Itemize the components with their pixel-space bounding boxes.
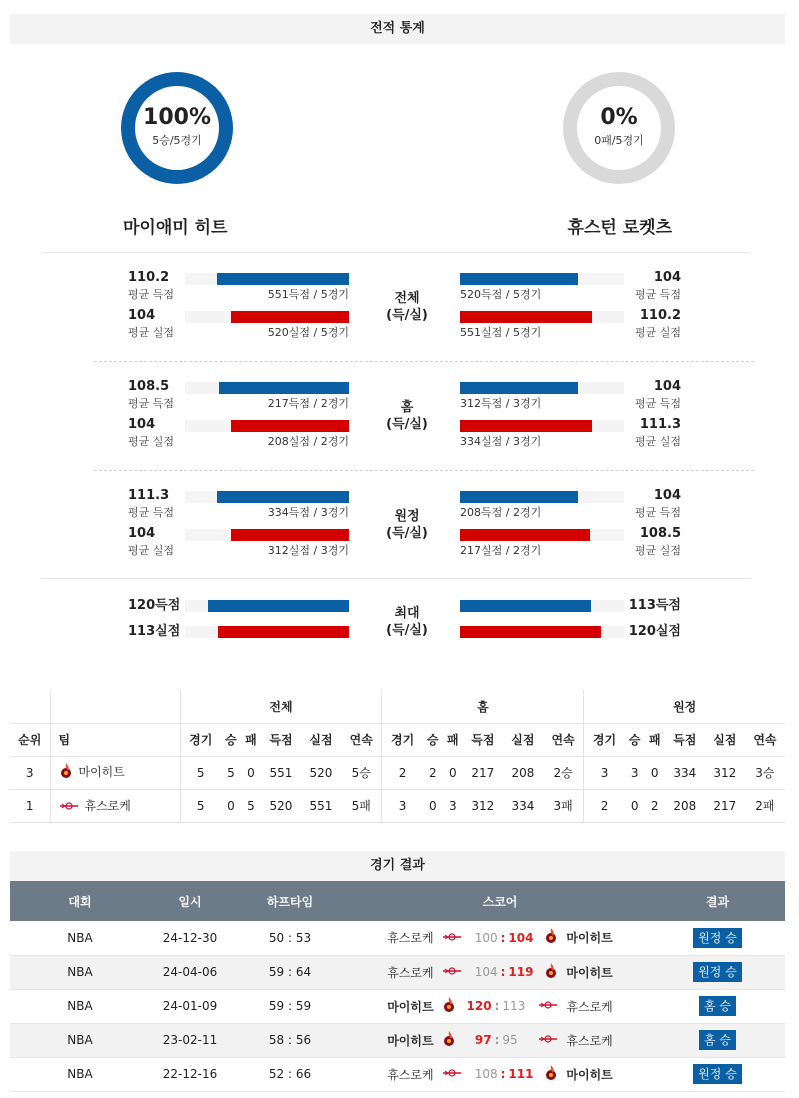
stat-cell: 208 [503, 756, 543, 789]
score-separator: : [500, 965, 506, 979]
standings-table [10, 690, 785, 823]
right-allowed-total: 551실점 / 5경기 [460, 326, 542, 339]
result-badge: 홈 승 [699, 1030, 736, 1050]
category-sub-label: (득/실) [386, 308, 428, 323]
away-score: 113 [502, 999, 526, 1013]
halftime-cell: 50 : 53 [230, 921, 350, 955]
right-max-scored: 113득점 [628, 598, 681, 613]
category-label: 최대 [394, 606, 420, 621]
column-header: 실점 [301, 723, 341, 756]
stat-cell: 5패 [341, 789, 382, 822]
column-header: 득점 [261, 723, 301, 756]
rockets-logo-icon [442, 931, 462, 945]
left-scored-bar [217, 491, 349, 503]
column-header: 승 [221, 723, 241, 756]
date-cell: 23-02-11 [150, 1023, 230, 1057]
score-line [350, 927, 650, 948]
score-cell [350, 921, 650, 955]
home-score: 108 [474, 1067, 498, 1081]
stat-cell: 0 [443, 756, 463, 789]
column-header: 승 [423, 723, 443, 756]
stat-cell: 0 [241, 756, 261, 789]
table-row [10, 989, 785, 1023]
stat-cell: 5 [221, 756, 241, 789]
left-allowed-avg: 104 [128, 308, 156, 323]
results-section-title: 경기 결과 [10, 851, 785, 881]
rockets-logo-icon [538, 1033, 558, 1047]
column-header: 연속 [341, 723, 382, 756]
table-row [10, 789, 785, 822]
stat-cell: 208 [665, 789, 705, 822]
result-cell [650, 1057, 785, 1091]
left-scored-label: 평균 득점 [128, 506, 175, 519]
team-cell [50, 756, 180, 789]
team-short-name: 마이히트 [78, 765, 125, 779]
away-win-rate-ring [563, 72, 675, 184]
halftime-cell: 58 : 56 [230, 1023, 350, 1057]
right-allowed-avg: 110.2 [639, 308, 681, 323]
left-max-scored: 120득점 [128, 598, 181, 613]
score-cell [350, 1057, 650, 1091]
results-header-score: 스코어 [350, 881, 650, 921]
home-win-pct: 100% [143, 105, 211, 130]
stat-cell: 0 [645, 756, 665, 789]
left-scored-total: 551득점 / 5경기 [267, 288, 349, 301]
right-scored-bar [460, 491, 578, 503]
column-header: 실점 [503, 723, 543, 756]
score-separator: : [494, 1033, 500, 1047]
left-allowed-avg: 104 [128, 526, 156, 541]
left-scored-label: 평균 득점 [128, 397, 175, 410]
group-header-home: 홈 [382, 690, 584, 723]
stat-cell: 3패 [543, 789, 584, 822]
left-scored-total: 217득점 / 2경기 [267, 397, 349, 410]
right-allowed-avg: 111.3 [639, 417, 681, 432]
group-header-away: 원정 [584, 690, 785, 723]
column-header: 패 [241, 723, 261, 756]
home-team-name: 휴스로케 [387, 1067, 434, 1082]
column-header: 실점 [705, 723, 745, 756]
stat-cell: 3 [443, 789, 463, 822]
right-scored-total: 520득점 / 5경기 [460, 288, 542, 301]
left-scored-label: 평균 득점 [128, 288, 175, 301]
right-scored-avg: 104 [653, 270, 681, 285]
rank-cell: 3 [10, 756, 50, 789]
stat-cell: 2 [584, 789, 625, 822]
date-cell: 24-04-06 [150, 955, 230, 989]
results-header-league: 대회 [10, 881, 150, 921]
left-max-allowed-bar [218, 626, 349, 638]
league-cell: NBA [10, 921, 150, 955]
home-score: 97 [474, 1033, 492, 1047]
results-header-halftime: 하프타임 [230, 881, 350, 921]
league-cell: NBA [10, 1023, 150, 1057]
category-sub-label: (득/실) [386, 623, 428, 638]
rank-cell: 1 [10, 789, 50, 822]
home-record: 5승/5경기 [152, 134, 202, 147]
right-scored-avg: 104 [653, 488, 681, 503]
right-max-allowed-bar [460, 626, 601, 638]
group-header-total: 전체 [180, 690, 382, 723]
result-badge: 원정 승 [693, 1064, 742, 1084]
left-max-allowed: 113실점 [128, 624, 181, 639]
column-header: 경기 [584, 723, 625, 756]
score-line [350, 996, 650, 1017]
stat-cell: 3 [382, 789, 423, 822]
column-header: 패 [645, 723, 665, 756]
date-cell: 24-01-09 [150, 989, 230, 1023]
home-team-name: 마이애미 히트 [123, 218, 228, 238]
stat-cell: 312 [463, 789, 503, 822]
score-line [350, 1030, 650, 1051]
column-header: 경기 [180, 723, 221, 756]
stat-cell: 217 [463, 756, 503, 789]
score-separator: : [494, 999, 500, 1013]
category-sub-label: (득/실) [386, 526, 428, 541]
heat-logo-icon [442, 996, 456, 1017]
left-max-scored-bar [208, 600, 349, 612]
result-badge: 원정 승 [693, 928, 742, 948]
column-header: 경기 [382, 723, 423, 756]
left-scored-avg: 108.5 [128, 379, 170, 394]
right-allowed-bar [460, 529, 590, 541]
stat-cell: 520 [301, 756, 341, 789]
date-cell: 24-12-30 [150, 921, 230, 955]
heat-logo-icon [544, 927, 558, 948]
category-sub-label: (득/실) [386, 417, 428, 432]
away-score: 119 [508, 965, 534, 979]
right-scored-label: 평균 득점 [634, 288, 681, 301]
right-scored-bar [460, 382, 578, 394]
left-allowed-avg: 104 [128, 417, 156, 432]
result-badge: 원정 승 [693, 962, 742, 982]
team-short-name: 휴스로케 [84, 799, 131, 813]
stat-cell: 5 [241, 789, 261, 822]
score-cell [350, 1023, 650, 1057]
left-scored-avg: 111.3 [128, 488, 170, 503]
result-cell [650, 989, 785, 1023]
right-max-allowed: 120실점 [628, 624, 681, 639]
stat-cell: 551 [261, 756, 301, 789]
category-label: 홈 [400, 400, 414, 415]
stat-cell: 217 [705, 789, 745, 822]
right-allowed-total: 334실점 / 3경기 [460, 435, 542, 448]
right-allowed-label: 평균 실점 [634, 326, 681, 339]
home-team-name: 마이히트 [387, 1033, 434, 1048]
left-scored-avg: 110.2 [128, 270, 170, 285]
home-team-name: 휴스로케 [387, 965, 434, 980]
column-header: 연속 [543, 723, 584, 756]
right-scored-total: 208득점 / 2경기 [460, 506, 542, 519]
column-header: 득점 [463, 723, 503, 756]
team-cell [50, 789, 180, 822]
stat-cell: 551 [301, 789, 341, 822]
stat-cell: 2패 [745, 789, 785, 822]
heat-logo-icon [544, 962, 558, 983]
left-allowed-label: 평균 실점 [128, 544, 175, 557]
right-allowed-label: 평균 실점 [634, 435, 681, 448]
stat-cell: 2승 [543, 756, 584, 789]
date-cell: 22-12-16 [150, 1057, 230, 1091]
results-header-result: 결과 [650, 881, 785, 921]
left-allowed-total: 208실점 / 2경기 [267, 435, 349, 448]
stat-cell: 3 [625, 756, 645, 789]
right-allowed-label: 평균 실점 [634, 544, 681, 557]
rank-header: 순위 [10, 723, 50, 756]
halftime-cell: 59 : 59 [230, 989, 350, 1023]
result-cell [650, 921, 785, 955]
halftime-cell: 52 : 66 [230, 1057, 350, 1091]
stat-cell: 3 [584, 756, 625, 789]
rockets-logo-icon [59, 800, 79, 814]
stat-cell: 0 [625, 789, 645, 822]
stat-cell: 0 [221, 789, 241, 822]
league-cell: NBA [10, 1057, 150, 1091]
column-header: 승 [625, 723, 645, 756]
right-scored-total: 312득점 / 3경기 [460, 397, 542, 410]
results-table [10, 881, 785, 1092]
category-label: 원정 [394, 509, 420, 524]
left-allowed-label: 평균 실점 [128, 435, 175, 448]
table-row [10, 756, 785, 789]
home-win-rate-ring [121, 72, 233, 184]
stat-cell: 2 [423, 756, 443, 789]
heat-logo-icon [59, 762, 73, 783]
right-scored-bar [460, 273, 578, 285]
score-line [350, 962, 650, 983]
right-allowed-bar [460, 420, 592, 432]
score-cell [350, 955, 650, 989]
right-scored-label: 평균 득점 [634, 397, 681, 410]
right-max-scored-bar [460, 600, 591, 612]
team-header: 팀 [50, 723, 180, 756]
stat-cell: 334 [503, 789, 543, 822]
result-cell [650, 955, 785, 989]
stat-cell: 3승 [745, 756, 785, 789]
left-scored-total: 334득점 / 3경기 [267, 506, 349, 519]
left-allowed-label: 평균 실점 [128, 326, 175, 339]
divider [42, 578, 750, 579]
right-scored-avg: 104 [653, 379, 681, 394]
table-row [10, 921, 785, 955]
table-row [10, 1023, 785, 1057]
score-cell [350, 989, 650, 1023]
stat-cell: 5승 [341, 756, 382, 789]
away-score: 104 [508, 930, 534, 945]
away-win-pct: 0% [600, 105, 638, 130]
table-row [10, 1057, 785, 1091]
left-allowed-bar [231, 311, 349, 323]
stats-section-title: 전적 통계 [10, 14, 785, 44]
away-team-name: 마이히트 [566, 931, 613, 946]
league-cell: NBA [10, 989, 150, 1023]
results-header-date: 일시 [150, 881, 230, 921]
table-row [10, 955, 785, 989]
right-allowed-avg: 108.5 [639, 526, 681, 541]
away-team-name: 휴스로케 [566, 999, 613, 1014]
halftime-cell: 59 : 64 [230, 955, 350, 989]
away-team-name: 휴스로케 [566, 1033, 613, 1048]
left-allowed-total: 520실점 / 5경기 [267, 326, 349, 339]
stat-cell: 520 [261, 789, 301, 822]
rockets-logo-icon [442, 1067, 462, 1081]
right-allowed-bar [460, 311, 592, 323]
home-score: 104 [474, 965, 498, 979]
column-header: 득점 [665, 723, 705, 756]
left-allowed-total: 312실점 / 3경기 [267, 544, 349, 557]
score-separator: : [500, 1067, 506, 1081]
right-allowed-total: 217실점 / 2경기 [460, 544, 542, 557]
score-separator: : [500, 930, 506, 945]
away-team-name: 마이히트 [566, 965, 613, 980]
home-score: 100 [474, 930, 498, 945]
divider [42, 252, 750, 253]
stat-cell: 5 [180, 789, 221, 822]
away-team-name: 마이히트 [566, 1067, 613, 1082]
home-score: 120 [466, 999, 492, 1013]
left-allowed-bar [231, 529, 349, 541]
dashed-divider [94, 361, 754, 362]
home-team-name: 휴스로케 [387, 931, 434, 946]
away-score: 95 [502, 1033, 518, 1047]
stat-cell: 0 [423, 789, 443, 822]
left-scored-bar [219, 382, 349, 394]
result-cell [650, 1023, 785, 1057]
away-score: 111 [508, 1067, 534, 1081]
stat-cell: 334 [665, 756, 705, 789]
heat-logo-icon [544, 1064, 558, 1085]
score-line [350, 1064, 650, 1085]
stat-cell: 312 [705, 756, 745, 789]
category-label: 전체 [394, 291, 420, 306]
rockets-logo-icon [442, 965, 462, 979]
rockets-logo-icon [538, 999, 558, 1013]
away-team-name: 휴스턴 로켓츠 [567, 218, 672, 238]
league-cell: NBA [10, 955, 150, 989]
home-team-name: 마이히트 [387, 999, 434, 1014]
stat-cell: 2 [645, 789, 665, 822]
left-allowed-bar [231, 420, 349, 432]
result-badge: 홈 승 [699, 996, 736, 1016]
right-scored-label: 평균 득점 [634, 506, 681, 519]
column-header: 패 [443, 723, 463, 756]
column-header: 연속 [745, 723, 785, 756]
away-record: 0패/5경기 [594, 134, 644, 147]
left-scored-bar [217, 273, 349, 285]
dashed-divider [94, 470, 754, 471]
stat-cell: 5 [180, 756, 221, 789]
heat-logo-icon [442, 1030, 456, 1051]
stat-cell: 2 [382, 756, 423, 789]
